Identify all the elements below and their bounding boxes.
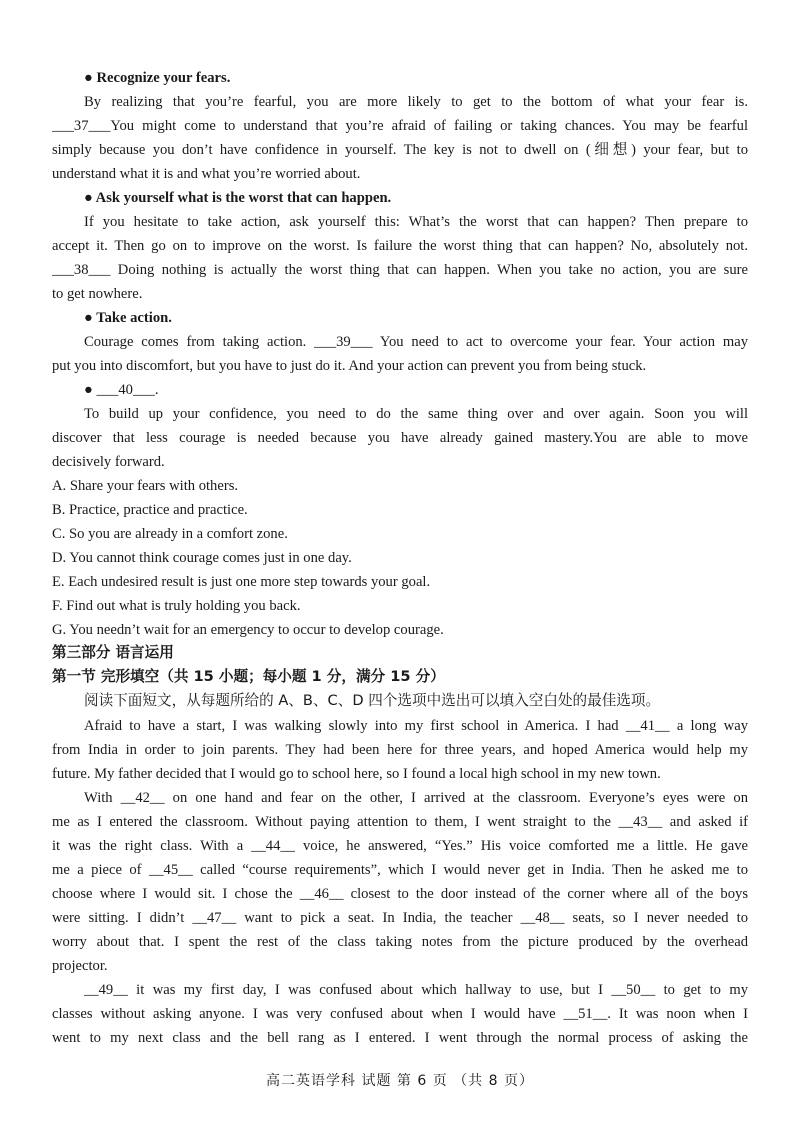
passage-line: With __42__ on one hand and fear on the other, I arrived at the classroom. Everyone’s eyes were on xyxy=(84,790,748,806)
text-line: To build up your confidence, you need to do the same thing over and over again. Soon you will xyxy=(84,406,748,422)
text-line: simply because you don’t have confidence in yourself. The key is not to dwell on (细想) your fear, but to xyxy=(52,142,748,158)
heading-blank-40: ● ___40___. xyxy=(84,382,159,398)
text-line: By realizing that you’re fearful, you are more likely to get to the bottom of what your fear is. xyxy=(84,94,748,110)
option-a: A. Share your fears with others. xyxy=(52,478,239,494)
passage-line: went to my next class and the bell rang as I entered. I went through the normal process of asking the xyxy=(52,1030,748,1046)
option-b: B. Practice, practice and practice. xyxy=(52,502,248,518)
option-c: C. So you are already in a comfort zone. xyxy=(52,526,288,542)
passage-line: future. My father decided that I would go to school here, so I found a local high school in my new town. xyxy=(52,766,661,782)
option-e: E. Each undesired result is just one more step towards your goal. xyxy=(52,574,431,590)
text-line: put you into discomfort, but you have to just do it. And your action can prevent you from being stuck. xyxy=(52,358,647,374)
instructions: 阅读下面短文，从每题所给的 A、B、C、D 四个选项中选出可以填入空白处的最佳选项。 xyxy=(84,692,661,709)
passage-line: worry about that. I spent the rest of the class taking notes from the picture produced by the overhead xyxy=(52,934,748,950)
passage-line: classes without asking anyone. I was very confused about when I would have __51__. It was noon when I xyxy=(52,1006,748,1022)
text-line: understand what it is and what you’re worried about. xyxy=(52,166,361,182)
text-line: Courage comes from taking action. ___39___ You need to act to overcome your fear. Your action may xyxy=(84,334,748,350)
passage-line: from India in order to join parents. They had been here for three years, and hoped America would help my xyxy=(52,742,748,758)
passage-line: __49__ it was my first day, I was confused about which hallway to use, but I __50__ to get to my xyxy=(84,982,748,998)
passage-line: were sitting. I didn’t __47__ want to pick a seat. In India, the teacher __48__ seats, so I never needed to xyxy=(52,910,748,926)
passage-line: Afraid to have a start, I was walking slowly into my first school in America. I had __41__ a long way xyxy=(84,718,748,734)
text-line: If you hesitate to take action, ask yourself this: What’s the worst that can happen? Then prepare to xyxy=(84,214,748,230)
passage-line: projector. xyxy=(52,958,108,974)
heading-recognize-fears: ● Recognize your fears. xyxy=(84,70,231,86)
option-g: G. You needn’t wait for an emergency to occur to develop courage. xyxy=(52,622,444,638)
text-line: decisively forward. xyxy=(52,454,165,470)
text-line: accept it. Then go on to improve on the worst. Is failure the worst thing that can happen? No, absolutely not. xyxy=(52,238,748,254)
passage-line: me a piece of __45__ called “course requirements”, which I would never get in India. Then he asked me to xyxy=(52,862,748,878)
option-d: D. You cannot think courage comes just in one day. xyxy=(52,550,352,566)
subsection-heading: 第一节 完形填空（共 15 小题；每小题 1 分，满分 15 分） xyxy=(52,668,445,685)
text-line: to get nowhere. xyxy=(52,286,143,302)
heading-worst-case: ● Ask yourself what is the worst that can happen. xyxy=(84,190,392,206)
heading-take-action: ● Take action. xyxy=(84,310,172,326)
text-line: discover that less courage is needed because you have already gained mastery.You are able to move xyxy=(52,430,748,446)
text-line: ___37___You might come to understand that you’re afraid of failing or taking chances. You may be fearful xyxy=(52,118,748,134)
passage-line: choose where I would sit. I chose the __46__ closest to the door instead of the corner where all of the boys xyxy=(52,886,748,902)
page-footer: 高二英语学科 试题 第 6 页 （共 8 页） xyxy=(266,1073,534,1089)
option-f: F. Find out what is truly holding you back. xyxy=(52,598,301,614)
text-line: ___38___ Doing nothing is actually the worst thing that can happen. When you take no action, you are sure xyxy=(52,262,748,278)
section-heading: 第三部分 语言运用 xyxy=(52,644,174,661)
passage-line: it was the right class. With a __44__ voice, he answered, “Yes.” His voice comforted me a little. He gave xyxy=(52,838,748,854)
passage-line: me as I entered the classroom. Without paying attention to them, I went straight to the __43__ and asked if xyxy=(52,814,748,830)
